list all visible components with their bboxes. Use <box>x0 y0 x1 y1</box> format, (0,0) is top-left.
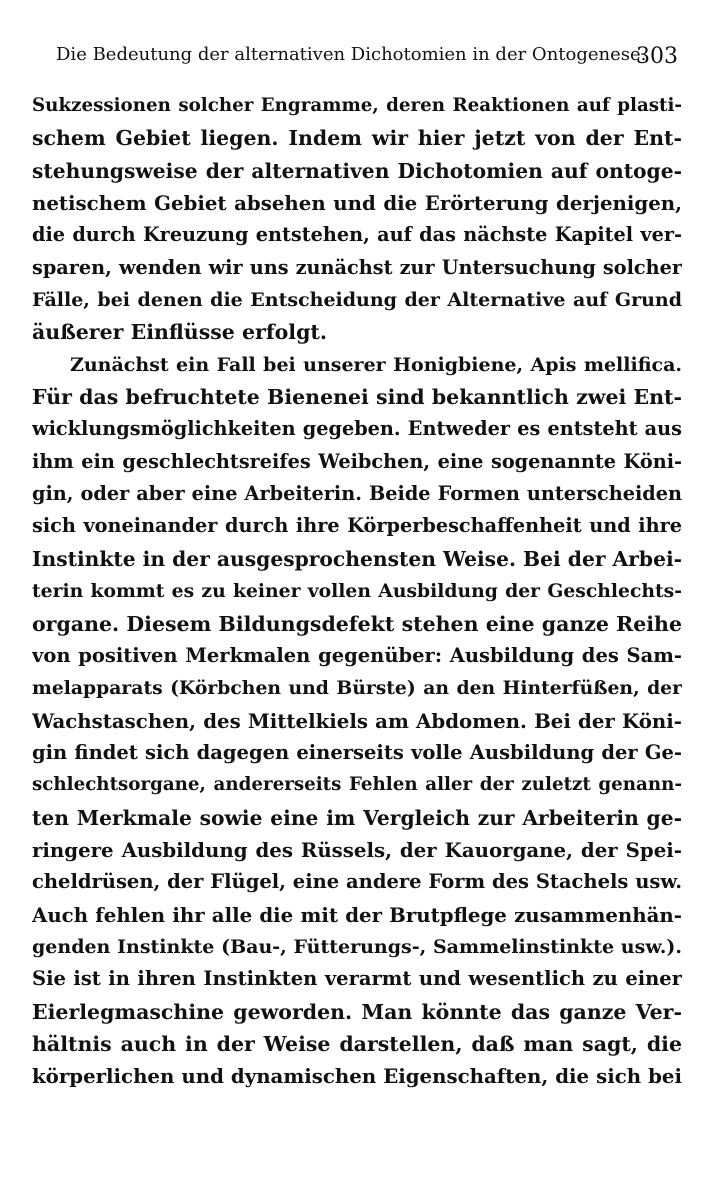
text-line: die durch Kreuzung entstehen, auf das nächste Kapitel ver- <box>32 223 682 247</box>
text-line: melapparats (Körbchen und Bürste) an den Hinterfüßen, der <box>32 677 682 700</box>
text-line: schem Gebiet liegen. Indem wir hier jetzt von der Ent- <box>32 126 682 151</box>
page-number: 303 <box>636 44 678 69</box>
text-line: Sie ist in ihren Instinkten verarmt und wesentlich zu einer <box>32 967 682 991</box>
text-line: Eierlegmaschine geworden. Man könnte das ganze Ver- <box>32 999 682 1024</box>
text-line: gin, oder aber eine Arbeiterin. Beide Formen unterscheiden <box>32 482 682 506</box>
text-line: stehungsweise der alternativen Dichotomien auf ontoge- <box>32 158 682 183</box>
running-title: Die Bedeutung der alternativen Dichotomien in der Ontogenese. <box>56 44 647 65</box>
text-line: Sukzessionen solcher Engramme, deren Reaktionen auf plasti- <box>32 95 682 116</box>
text-line: Wachstaschen, des Mittelkiels am Abdomen. Bei der Köni- <box>32 708 682 733</box>
text-line: organe. Diesem Bildungsdefekt stehen eine ganze Reihe <box>32 611 682 636</box>
text-line: wicklungsmöglichkeiten gegeben. Entweder es entsteht aus <box>32 417 682 441</box>
text-line: netischem Gebiet absehen und die Erörterung derjenigen, <box>32 191 682 216</box>
text-line: hältnis auch in der Weise darstellen, daß man sagt, die <box>32 1031 682 1056</box>
text-line: Für das befruchtete Bienenei sind bekanntlich zwei Ent- <box>32 385 682 410</box>
text-line: sich voneinander durch ihre Körperbeschaffenheit und ihre <box>32 514 682 538</box>
text-line: Instinkte in der ausgesprochensten Weise. Bei der Arbei- <box>32 546 682 571</box>
text-line: äußerer Einflüsse erfolgt. <box>32 320 328 345</box>
body-text <box>32 90 682 1093</box>
page-header <box>56 44 686 76</box>
text-line: körperlichen und dynamischen Eigenschaften, die sich bei <box>32 1064 682 1089</box>
text-line: ten Merkmale sowie eine im Vergleich zur Arbeiterin ge- <box>32 805 682 830</box>
text-line: Fälle, bei denen die Entscheidung der Alternative auf Grund <box>32 289 682 312</box>
text-line: genden Instinkte (Bau-, Fütterungs-, Sammelinstinkte usw.). <box>32 935 682 958</box>
text-line: schlechtsorgane, andererseits Fehlen aller der zuletzt genann- <box>32 774 682 796</box>
text-line: ringere Ausbildung des Rüssels, der Kauorgane, der Spei- <box>32 837 682 862</box>
text-line: sparen, wenden wir uns zunächst zur Untersuchung solcher <box>32 255 682 279</box>
text-line: cheldrüsen, der Flügel, eine andere Form des Stachels usw. <box>32 870 682 894</box>
text-line: Auch fehlen ihr alle die mit der Brutpflege zusammenhän- <box>32 902 682 927</box>
text-line: Zunächst ein Fall bei unserer Honigbiene, Apis mellifica. <box>70 353 682 376</box>
text-line: von positiven Merkmalen gegenüber: Ausbildung des Sam- <box>32 643 682 667</box>
text-line: gin findet sich dagegen einerseits volle Ausbildung der Ge- <box>32 740 682 764</box>
text-line: terin kommt es zu keiner vollen Ausbildung der Geschlechts- <box>32 580 682 603</box>
text-line: ihm ein geschlechtsreifes Weibchen, eine sogenannte Köni- <box>32 449 682 473</box>
